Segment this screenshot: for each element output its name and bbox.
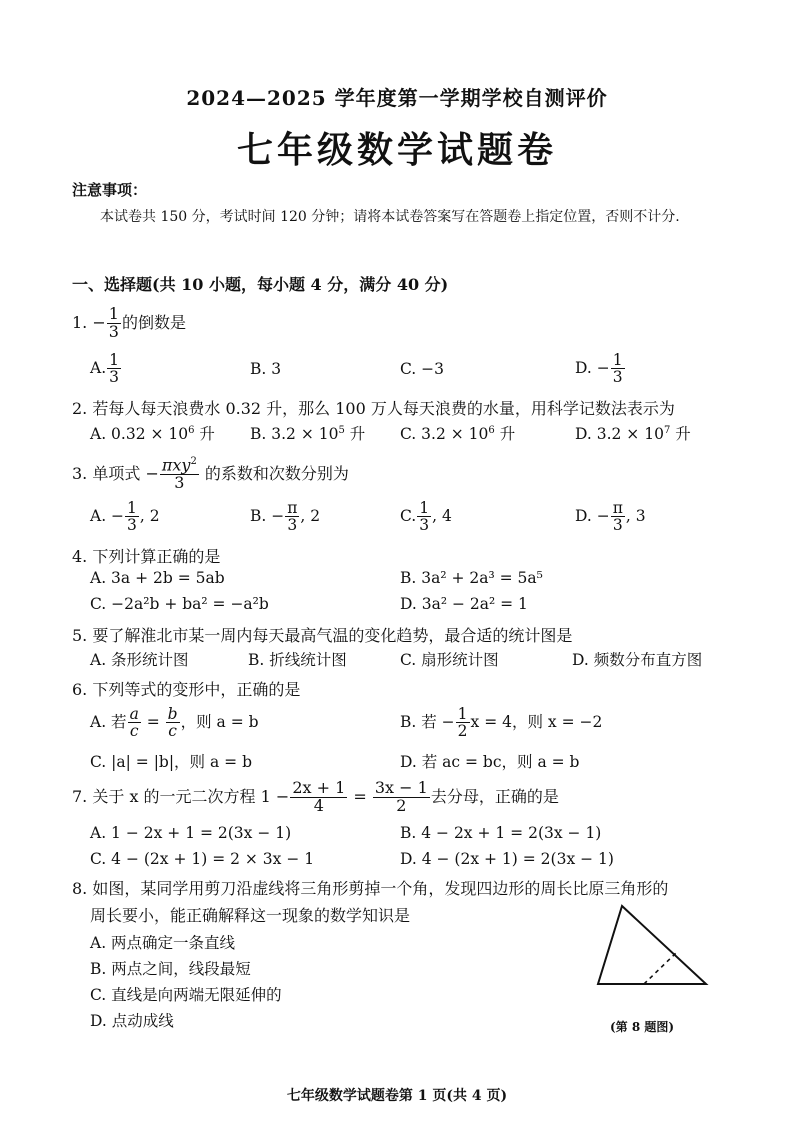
q7-option-d[interactable]: D. 4 − (2x + 1) = 2(3x − 1) <box>400 850 614 868</box>
q1-option-d[interactable]: D. − $\frac{1}{3}$ <box>575 351 623 387</box>
exam-title: 七年级数学试题卷 <box>236 129 557 171</box>
q1-option-c[interactable]: C. −3 <box>400 360 445 378</box>
q4-option-d[interactable]: D. 3a² − 2a² = 1 <box>400 595 528 613</box>
q3-option-b[interactable]: B. − $\frac{\pi}{3}$ , 2 <box>250 499 321 535</box>
q5-option-c[interactable]: C. 扇形统计图 <box>400 651 499 669</box>
question-3: 3. 单项式 − $\frac{\pi xy^2}{3}$ 的系数和次数分别为 <box>72 455 349 493</box>
triangle-figure <box>592 898 712 990</box>
question-2: 2. 若每人每天浪费水 0.32 升，那么 100 万人每天浪费的水量，用科学记数法表示为 <box>72 399 675 418</box>
notes-body: 本试卷共 150 分，考试时间 120 分钟；请将本试卷答案写在答题卷上指定位置，否则不计分. <box>100 209 680 225</box>
question-5: 5. 要了解淮北市某一周内每天最高气温的变化趋势，最合适的统计图是 <box>72 626 573 645</box>
q3-option-d[interactable]: D. − $\frac{\pi}{3}$ , 3 <box>575 499 646 535</box>
q5-option-b[interactable]: B. 折线统计图 <box>248 651 347 669</box>
q1-option-b[interactable]: B. 3 <box>250 360 282 378</box>
q8-option-a[interactable]: A. 两点确定一条直线 <box>90 934 236 952</box>
question-4: 4. 下列计算正确的是 <box>72 547 221 566</box>
page-footer: 七年级数学试题卷第 1 页(共 4 页) <box>286 1088 508 1104</box>
q6-option-d[interactable]: D. 若 ac = bc，则 a = b <box>400 753 580 771</box>
cut-line <box>644 952 677 984</box>
q3-option-a[interactable]: A. − $\frac{1}{3}$ , 2 <box>90 499 160 535</box>
fraction: $\frac{1}{3}$ <box>108 304 119 341</box>
q6-option-b[interactable]: B. 若 − $\frac{1}{2}$ x = 4，则 x = −2 <box>400 705 603 741</box>
q1-option-a[interactable]: A. $\frac{1}{3}$ <box>90 351 119 387</box>
notes-heading: 注意事项： <box>72 181 148 199</box>
triangle-outline <box>598 906 706 984</box>
question-8-line-2: 周长要小，能正确解释这一现象的数学知识是 <box>90 906 411 925</box>
q8-option-d[interactable]: D. 点动成线 <box>90 1012 174 1030</box>
exam-subtitle: 2024—2025 学年度第一学期学校自测评价 <box>186 86 608 110</box>
q7-option-b[interactable]: B. 4 − 2x + 1 = 2(3x − 1) <box>400 824 602 842</box>
question-6: 6. 下列等式的变形中，正确的是 <box>72 680 301 699</box>
q2-option-d[interactable]: D. $3.2 \times 10^7$ 升 <box>575 424 691 443</box>
q6-option-c[interactable]: C. |a| = |b|，则 a = b <box>90 753 252 771</box>
q2-option-a[interactable]: A. $0.32 \times 10^6$ 升 <box>90 424 215 443</box>
q7-option-a[interactable]: A. 1 − 2x + 1 = 2(3x − 1) <box>90 824 292 842</box>
q5-option-a[interactable]: A. 条形统计图 <box>90 651 189 669</box>
q4-option-c[interactable]: C. −2a²b + ba² = −a²b <box>90 595 269 613</box>
question-7: 7. 关于 x 的一元二次方程 1 − $\frac{2x + 1}{4}$ = $\frac{3x - 1}{2}$ 去分母，正确的是 <box>72 778 559 815</box>
q4-option-a[interactable]: A. 3a + 2b = 5ab <box>90 569 225 587</box>
q8-option-c[interactable]: C. 直线是向两端无限延伸的 <box>90 986 282 1004</box>
question-1: 1. − $\frac{1}{3}$ 的倒数是 <box>72 304 186 341</box>
q8-option-b[interactable]: B. 两点之间，线段最短 <box>90 960 251 978</box>
q6-option-a[interactable]: A. 若 $\frac{a}{c}$ = $\frac{b}{c}$ ，则 a = b <box>90 705 259 741</box>
q2-option-b[interactable]: B. $3.2 \times 10^5$ 升 <box>250 424 366 443</box>
q7-option-c[interactable]: C. 4 − (2x + 1) = 2 × 3x − 1 <box>90 850 315 868</box>
q3-option-c[interactable]: C. $\frac{1}{3}$ , 4 <box>400 499 452 535</box>
q4-option-b[interactable]: B. 3a² + 2a³ = 5a⁵ <box>400 569 543 587</box>
figure-caption: (第 8 题图) <box>610 1020 675 1034</box>
section-heading: 一、选择题(共 10 小题，每小题 4 分，满分 40 分) <box>72 275 449 294</box>
q5-option-d[interactable]: D. 频数分布直方图 <box>572 651 703 669</box>
question-8-line-1: 8. 如图，某同学用剪刀沿虚线将三角形剪掉一个角，发现四边形的周长比原三角形的 <box>72 879 669 898</box>
q2-option-c[interactable]: C. $3.2 \times 10^6$ 升 <box>400 424 516 443</box>
